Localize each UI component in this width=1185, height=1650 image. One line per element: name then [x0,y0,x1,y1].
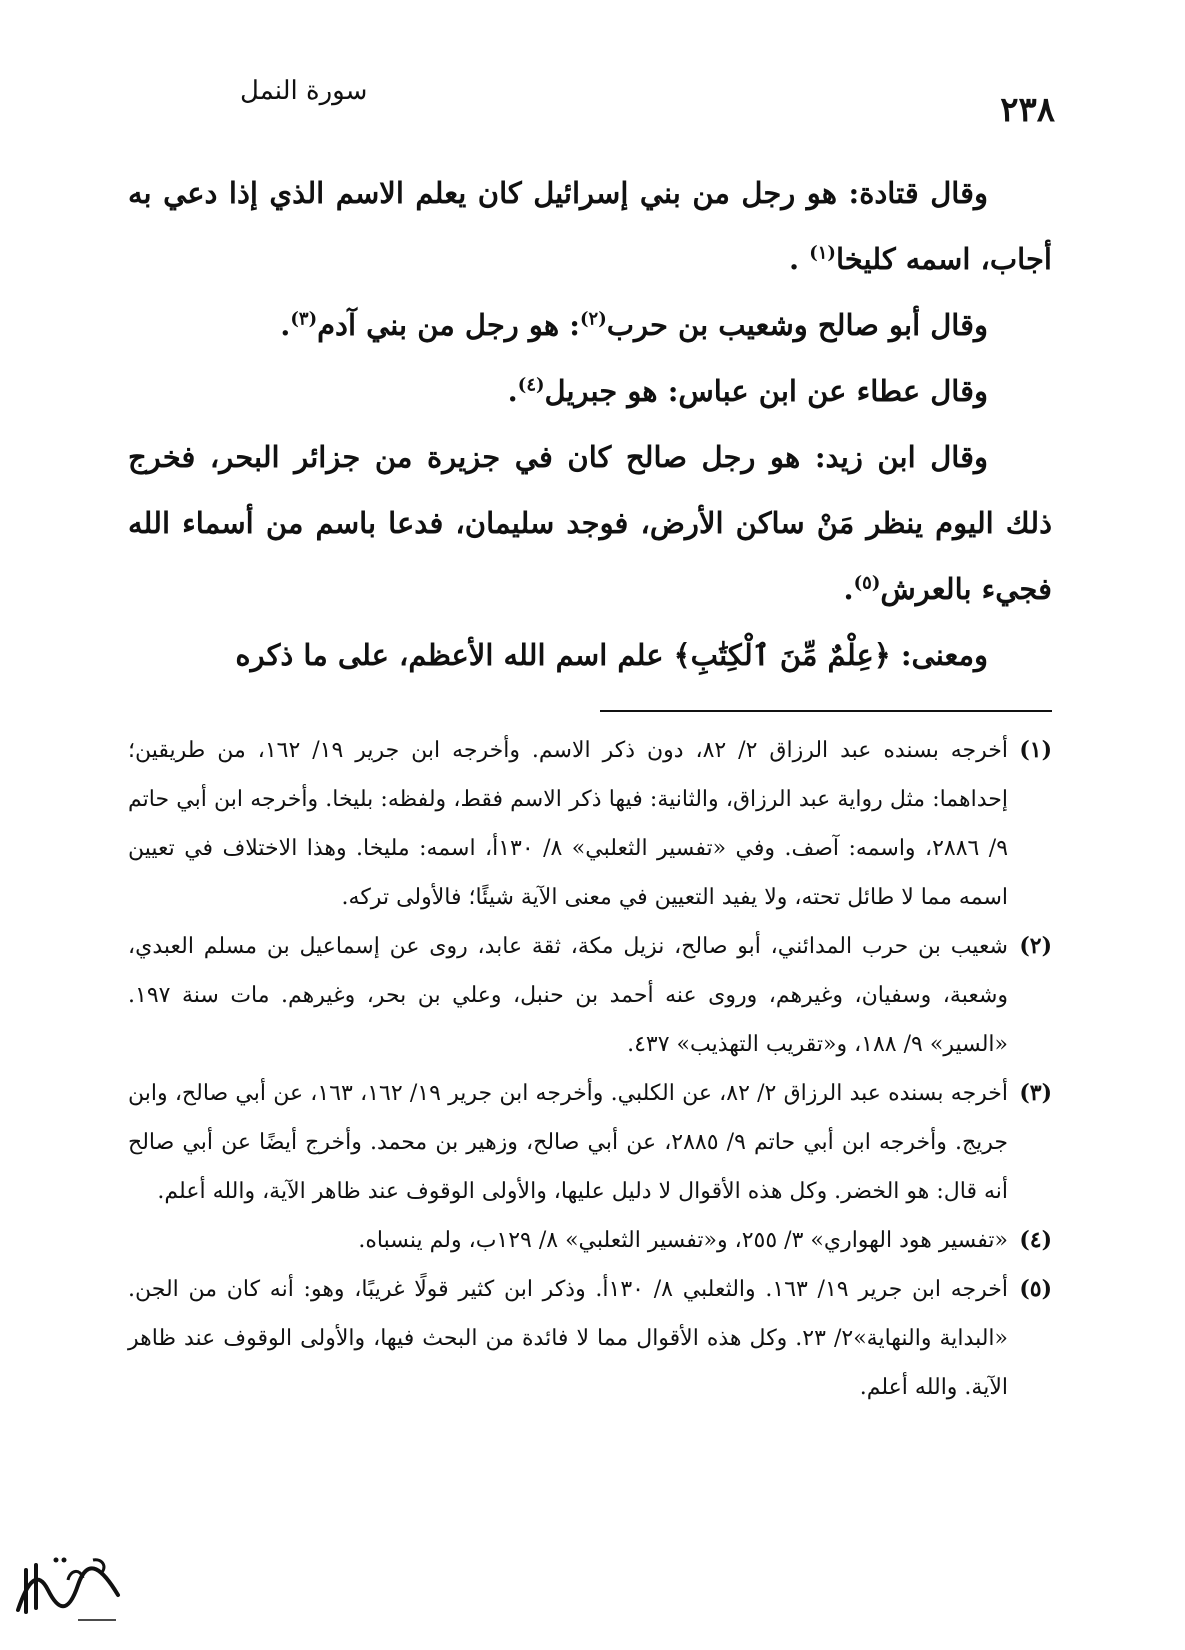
footnote [128,1265,1052,1412]
footnote-number: (٣) [1019,1080,1052,1106]
paragraph-text: وقال أبو صالح وشعيب بن حرب [606,308,988,342]
calligraphy-logo-icon [8,1540,128,1630]
paragraph-end: . [507,374,518,408]
footnote-text: أخرجه ابن جرير ١٩/ ١٦٣. والثعلبي ٨/ ١٣٠أ. وذكر ابن كثير قولًا غريبًا، وهو: أنه كان من الجن. «البداية والنهاية»٢/ ٢٣. وكل هذه الأقوال مما لا فائدة من البحث فيها، والأولى الوقوف عند ظاهر الآية. والله أعلم. [128,1277,1009,1400]
footnote-ref: (٢) [579,308,607,330]
footnote-ref: (٣) [290,308,318,330]
footnote [128,726,1052,922]
footnote-separator [600,710,1052,712]
footnote-text: أخرجه بسنده عبد الرزاق ٢/ ٨٢، عن الكلبي. وأخرجه ابن جرير ١٩/ ١٦٢، ١٦٣، عن أبي صالح، وابن جريج. وأخرجه ابن أبي حاتم ٩/ ٢٨٨٥، عن أبي صالح، وزهير بن محمد. وأخرج أيضًا عن أبي صالح أنه قال: هو الخضر. وكل هذه الأقوال لا دليل عليها، والأولى الوقوف عند ظاهر الآية، والله أعلم. [128,1081,1009,1204]
paragraph [128,358,1052,424]
footnote [128,1216,1052,1265]
footnote-text: «تفسير هود الهواري» ٣/ ٢٥٥، و«تفسير الثعلبي» ٨/ ١٢٩ب، ولم ينسباه. [358,1228,1008,1253]
footnote-text: شعيب بن حرب المدائني، أبو صالح، نزيل مكة، ثقة عابد، روى عن إسماعيل بن مسلم العبدي، وشعبة، وسفيان، وغيرهم، وروى عنه أحمد بن حنبل، وعلي بن بحر، وغيرهم. مات سنة ١٩٧. «السير» ٩/ ١٨٨، و«تقريب التهذيب» ٤٣٧. [128,934,1008,1057]
footnote-ref: (٥) [853,572,881,594]
paragraph [128,424,1052,622]
paragraph-end: . [789,242,810,276]
footnote-number: (٢) [1019,933,1052,959]
footnote-ref: (١) [809,242,836,264]
paragraph-end: . [280,308,291,342]
running-head: سورة النمل [240,76,368,106]
paragraph-text: وقال عطاء عن ابن عباس: هو جبريل [544,374,988,408]
footnotes [128,726,1052,1412]
footnote [128,922,1052,1069]
footnote [128,1069,1052,1216]
footnote-number: (٤) [1019,1227,1052,1253]
paragraph-text: وقال قتادة: هو رجل من بني إسرائيل كان يعلم الاسم الذي إذا دعي به أجاب، اسمه كليخا [128,176,1052,276]
paragraph-text: وقال ابن زيد: هو رجل صالح كان في جزيرة من جزائر البحر، فخرج ذلك اليوم ينظر مَنْ ساكن الأرض، فوجد سليمان، فدعا باسم من أسماء الله فجيء بالعرش [128,440,1052,606]
page-number: ٢٣٨ [1000,90,1055,130]
watermark-logo [8,1540,128,1630]
footnote-ref: (٤) [517,374,545,396]
page-header [130,70,1055,130]
paragraph-text: ومعنى: ﴿عِلْمٌ مِّنَ ٱلْكِتَٰبِ﴾ علم اسم الله الأعظم، على ما ذكره [235,638,988,672]
paragraph [128,292,1052,358]
footnote-number: (٥) [1019,1276,1052,1302]
paragraph-end: . [843,572,854,606]
paragraph [128,622,1052,688]
paragraph [128,160,1052,292]
paragraph-text: : هو رجل من بني آدم [317,308,580,342]
footnote-text: أخرجه بسنده عبد الرزاق ٢/ ٨٢، دون ذكر الاسم. وأخرجه ابن جرير ١٩/ ١٦٢، من طريقين؛ إحداهما: مثل رواية عبد الرزاق، والثانية: فيها ذكر الاسم فقط، ولفظه: بليخا. وأخرجه ابن أبي حاتم ٩/ ٢٨٨٦، واسمه: آصف. وفي «تفسير الثعلبي» ٨/ ١٣٠أ، اسمه: مليخا. وهذا الاختلاف في تعيين اسمه مما لا طائل تحته، ولا يفيد التعيين في معنى الآية شيئًا؛ فالأولى تركه. [128,738,1009,910]
footnote-number: (١) [1019,737,1052,763]
main-text [128,160,1052,688]
